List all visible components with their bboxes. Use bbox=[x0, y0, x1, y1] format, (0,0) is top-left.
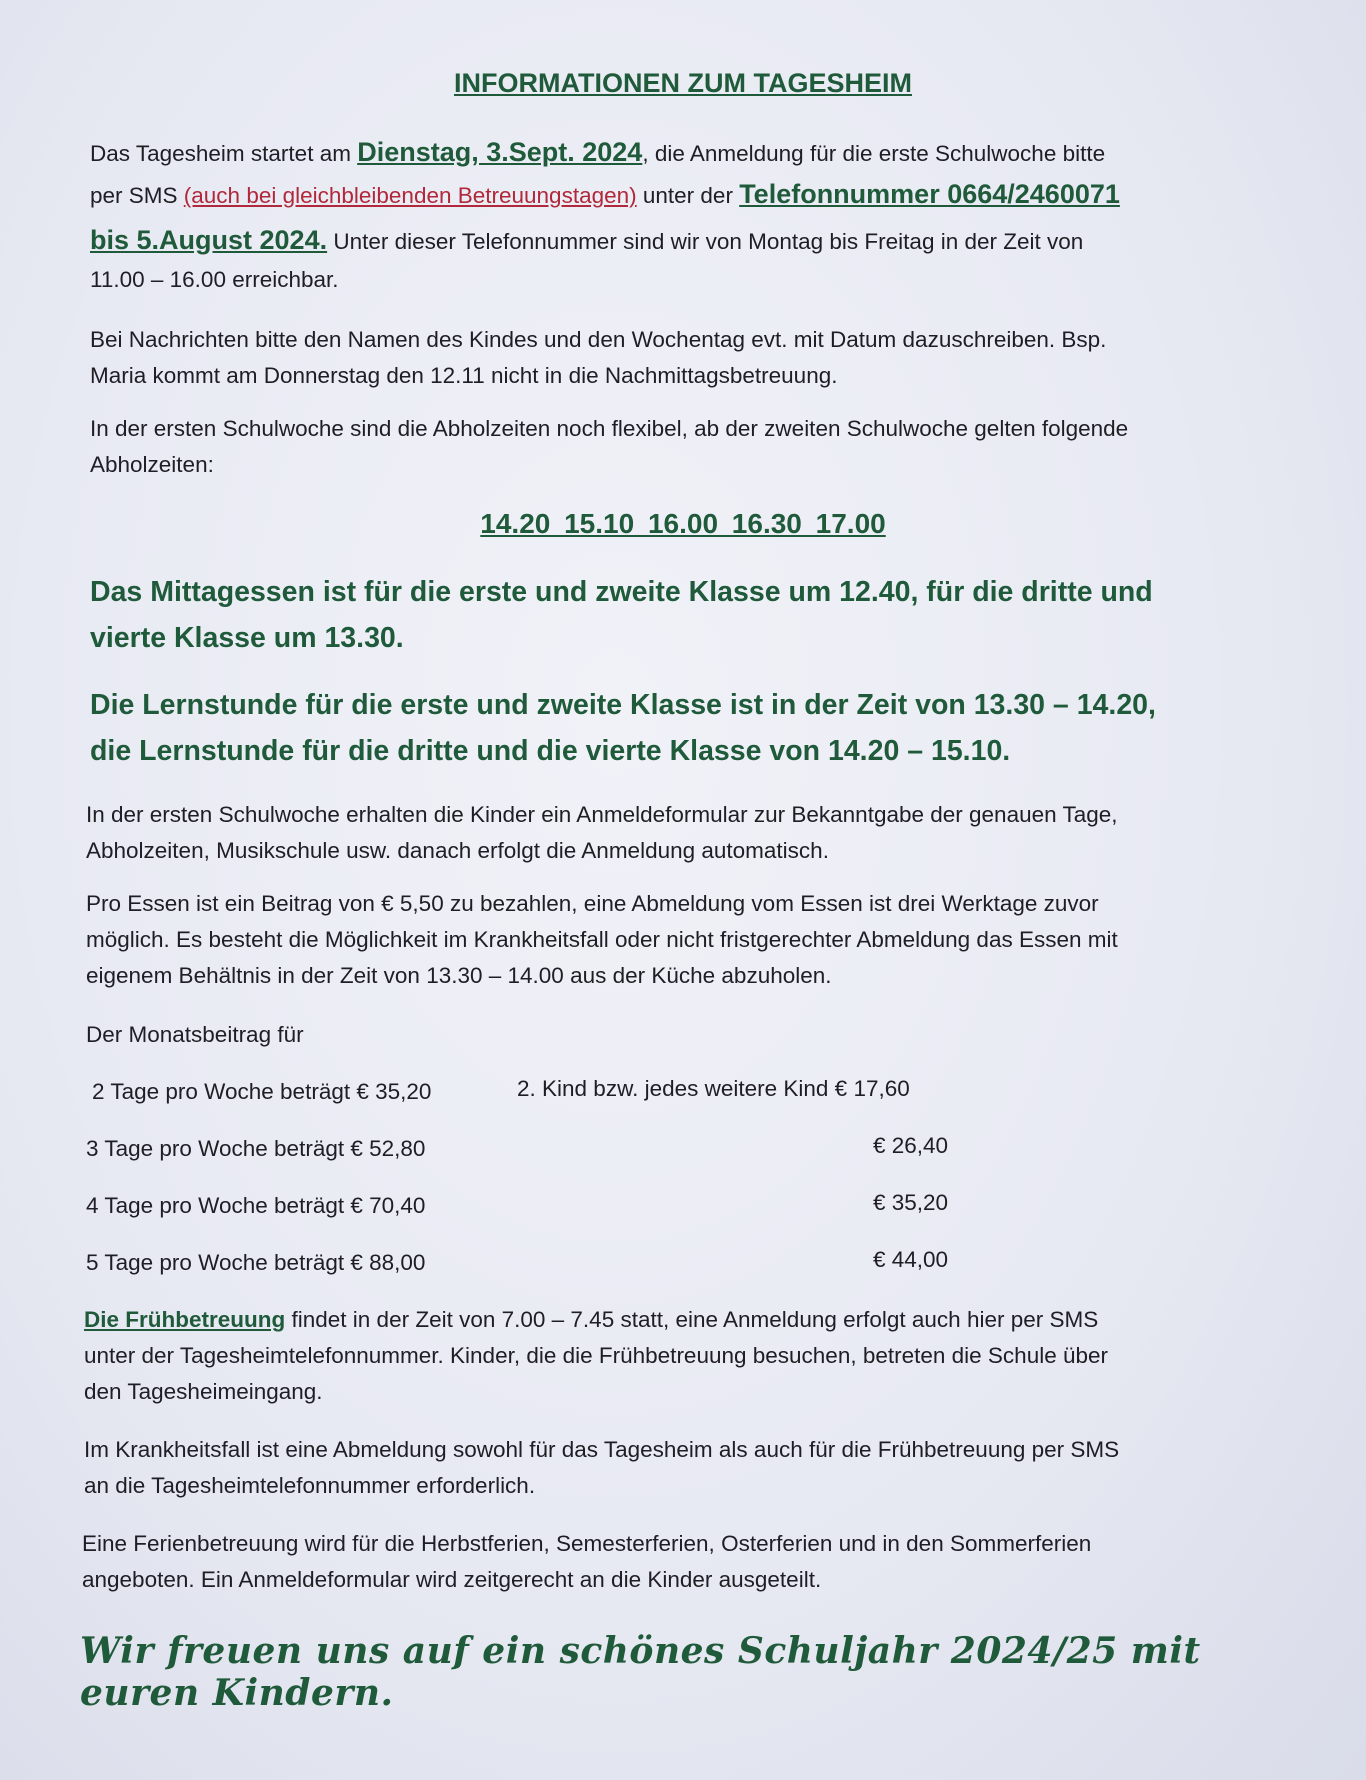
sibling-fee-5-days: € 44,00 bbox=[873, 1247, 949, 1272]
intro-line-2 bbox=[90, 176, 1280, 222]
fees-heading: Der Monatsbeitrag für bbox=[86, 1022, 304, 1047]
sibling-fee-3-days: € 26,40 bbox=[873, 1133, 949, 1158]
pickup-times: 14.20 15.10 16.00 16.30 17.00 bbox=[480, 508, 886, 539]
form-line: Abholzeiten, Musikschule usw. danach erfolgt die Anmeldung automatisch. bbox=[86, 838, 829, 863]
lunch-line: Das Mittagessen ist für die erste und zweite Klasse um 12.40, für die dritte und bbox=[90, 576, 1153, 608]
sibling-fee-label: 2. Kind bzw. jedes weitere Kind € 17,60 bbox=[517, 1076, 910, 1101]
early-line-1 bbox=[84, 1302, 1274, 1338]
sick-line: Im Krankheitsfall ist eine Abmeldung sowohl für das Tagesheim als auch für die Frühbetreuung per SMS bbox=[84, 1437, 1120, 1462]
messages-line: Bei Nachrichten bitte den Namen des Kindes und den Wochentag evt. mit Datum dazuschreiben. Bsp. bbox=[90, 327, 1107, 352]
study-line: die Lernstunde für die dritte und die vierte Klasse von 14.20 – 15.10. bbox=[90, 735, 1011, 767]
intro-line-1 bbox=[90, 134, 1280, 176]
start-date: Dienstag, 3.Sept. 2024 bbox=[357, 137, 643, 167]
intro-line-4: 11.00 – 16.00 erreichbar. bbox=[90, 267, 339, 292]
intro-paragraph bbox=[90, 134, 1280, 298]
pickup-line: In der ersten Schulwoche sind die Abholzeiten noch flexibel, ab der zweiten Schulwoche gelten folgende bbox=[90, 416, 1129, 441]
intro-text: Unter dieser Telefonnummer sind wir von Montag bis Freitag in der Zeit von bbox=[327, 229, 1084, 254]
study-line: Die Lernstunde für die erste und zweite Klasse ist in der Zeit von 13.30 – 14.20, bbox=[90, 689, 1156, 721]
holiday-paragraph bbox=[82, 1526, 1272, 1598]
early-care-label: Die Frühbetreuung bbox=[84, 1307, 286, 1332]
fee-row-2-days: 2 Tage pro Woche beträgt € 35,20 bbox=[92, 1079, 432, 1104]
early-text: findet in der Zeit von 7.00 – 7.45 statt, eine Anmeldung erfolgt auch hier per SMS bbox=[285, 1307, 1099, 1332]
early-line: den Tagesheimeingang. bbox=[84, 1379, 323, 1404]
holiday-line: angeboten. Ein Anmeldeformular wird zeitgerecht an die Kinder ausgeteilt. bbox=[82, 1567, 822, 1592]
closing-greeting: Wir freuen uns auf ein schönes Schuljahr 2024/25 mit euren Kindern. bbox=[80, 1630, 1201, 1714]
fee-row-5-days: 5 Tage pro Woche beträgt € 88,00 bbox=[86, 1250, 426, 1275]
meals-paragraph bbox=[86, 886, 1276, 994]
meals-line: Pro Essen ist ein Beitrag von € 5,50 zu bezahlen, eine Abmeldung vom Essen ist drei Werktage zuvor bbox=[86, 891, 1099, 916]
sick-line: an die Tagesheimtelefonnummer erforderlich. bbox=[84, 1473, 536, 1498]
intro-text: unter der bbox=[636, 183, 740, 208]
pickup-line: Abholzeiten: bbox=[90, 452, 214, 477]
study-headline bbox=[90, 682, 1290, 774]
form-line: In der ersten Schulwoche erhalten die Kinder ein Anmeldeformular zur Bekanntgabe der genauen Tage, bbox=[86, 802, 1118, 827]
intro-text: per SMS bbox=[90, 183, 184, 208]
pickup-paragraph bbox=[90, 411, 1280, 483]
page-title: INFORMATIONEN ZUM TAGESHEIM bbox=[454, 68, 912, 98]
fee-row-3-days: 3 Tage pro Woche beträgt € 52,80 bbox=[86, 1136, 426, 1161]
intro-line-3 bbox=[90, 222, 1280, 262]
sick-paragraph bbox=[84, 1432, 1274, 1504]
lunch-headline bbox=[90, 569, 1290, 661]
red-note: (auch bei gleichbleibenden Betreuungstagen) bbox=[183, 183, 637, 208]
messages-paragraph bbox=[90, 322, 1280, 394]
fee-row-4-days: 4 Tage pro Woche beträgt € 70,40 bbox=[86, 1193, 426, 1218]
early-care-paragraph bbox=[84, 1302, 1274, 1410]
phone-number: Telefonnummer 0664/2460071 bbox=[739, 179, 1120, 209]
early-line: unter der Tagesheimtelefonnummer. Kinder, die die Frühbetreuung besuchen, betreten die Schule über bbox=[84, 1343, 1109, 1368]
messages-line: Maria kommt am Donnerstag den 12.11 nicht in die Nachmittagsbetreuung. bbox=[90, 363, 838, 388]
sibling-fee-4-days: € 35,20 bbox=[873, 1190, 949, 1215]
form-paragraph bbox=[86, 797, 1276, 869]
intro-text: Das Tagesheim startet am bbox=[90, 141, 358, 166]
meals-line: eigenem Behältnis in der Zeit von 13.30 – 14.00 aus der Küche abzuholen. bbox=[86, 963, 832, 988]
lunch-line: vierte Klasse um 13.30. bbox=[90, 622, 404, 654]
registration-deadline: bis 5.August 2024. bbox=[90, 225, 328, 255]
meals-line: möglich. Es besteht die Möglichkeit im Krankheitsfall oder nicht fristgerechter Abmeldung das Essen mit bbox=[86, 927, 1118, 952]
holiday-line: Eine Ferienbetreuung wird für die Herbstferien, Semesterferien, Osterferien und in den Sommerferien bbox=[82, 1531, 1092, 1556]
intro-text: , die Anmeldung für die erste Schulwoche bitte bbox=[642, 141, 1106, 166]
